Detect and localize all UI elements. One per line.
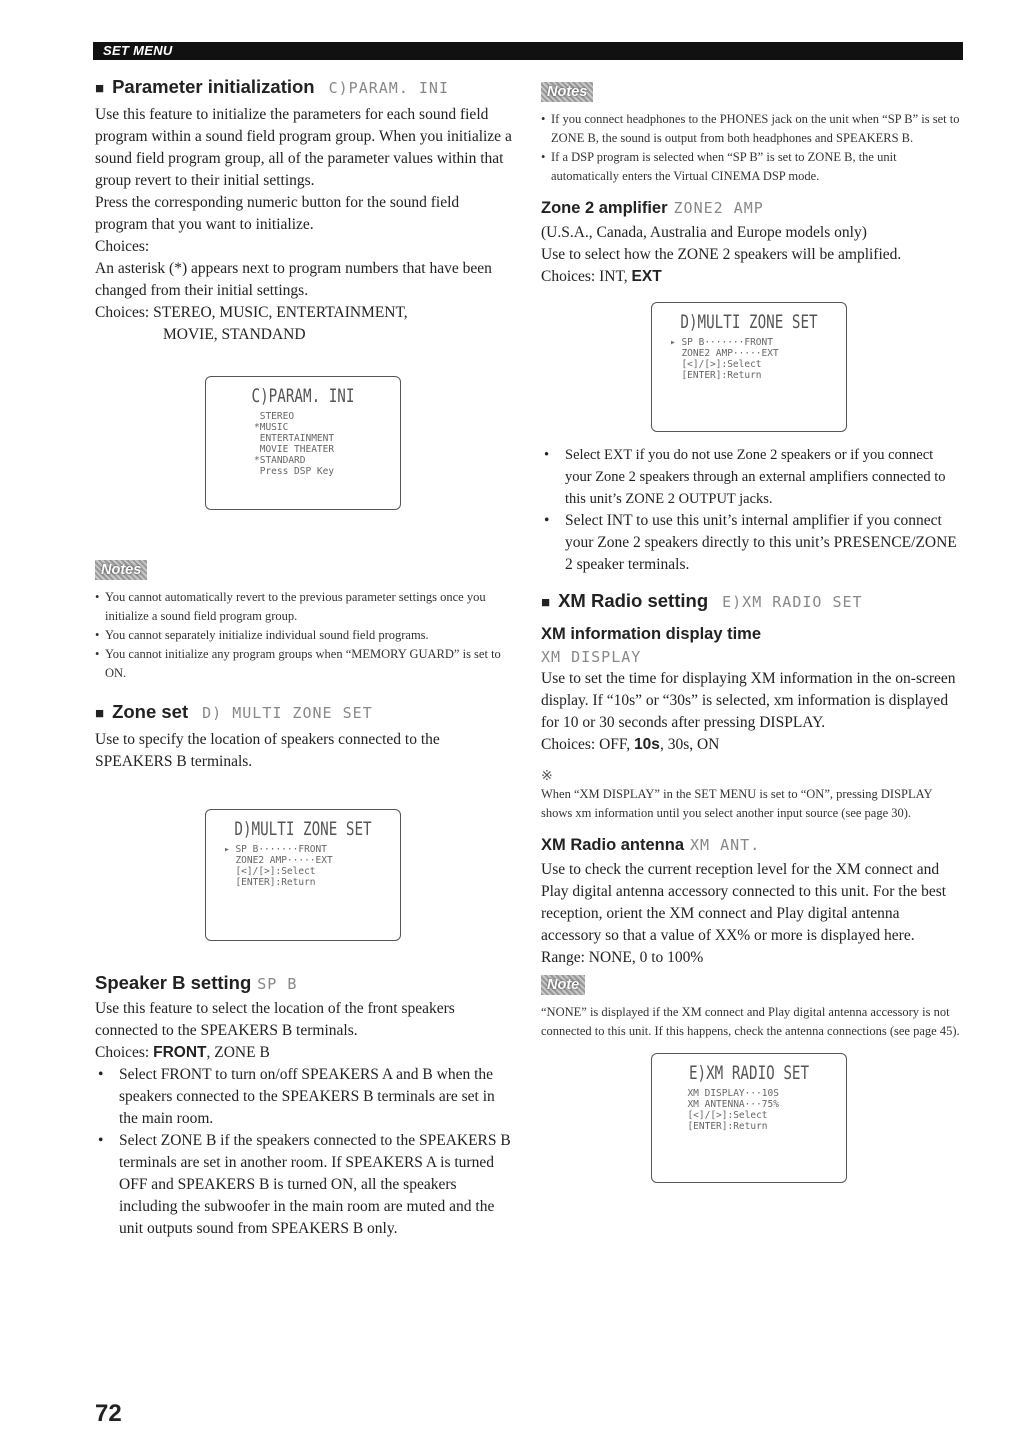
zone-set-osd-screen: [205, 809, 401, 941]
notes-badge: Notes: [541, 82, 593, 102]
osd-line: MOVIE THEATER: [254, 444, 335, 455]
page-number: 72: [95, 1400, 122, 1427]
bullet-item: • Select INT to use this unit’s internal amplifier if you connect your Zone 2 speakers directly to this unit’s PRESENCE/ZONE 2 speaker terminals.: [541, 510, 963, 576]
xm-radio-title: XM Radio setting: [558, 590, 709, 611]
left-column: [95, 74, 515, 1240]
osd-line: ZONE2 AMP·····EXT: [224, 855, 333, 866]
osd-line: ▸ SP B·······FRONT: [224, 844, 327, 855]
osd-title: C)PARAM. INI: [251, 385, 355, 407]
speaker-b-title: Speaker B setting: [95, 972, 252, 993]
xm-antenna-note: “NONE” is displayed if the XM connect and Play digital antenna accessory is not connected to this unit. If this happens, check the antenna connections (see page 45).: [541, 1005, 960, 1038]
notes-badge: Notes: [95, 560, 147, 580]
param-init-para-4: An asterisk (*) appears next to program numbers that have been changed from their initial settings.: [95, 260, 492, 299]
xm-display-lcd: XM DISPLAY: [541, 648, 642, 666]
zone-set-heading: [95, 699, 515, 727]
xm-display-tip: When “XM DISPLAY” in the SET MENU is set to “ON”, pressing DISPLAY shows xm information until you select another input source (see page 30).: [541, 787, 933, 820]
speaker-b-lcd: SP B: [257, 975, 298, 993]
choices-default: FRONT: [153, 1044, 207, 1061]
zone2-amp-lcd: ZONE2 AMP: [673, 199, 764, 217]
right-column: [541, 82, 963, 1183]
choices-prefix: Choices: INT,: [541, 268, 628, 285]
zone-set-para: Use to specify the location of speakers connected to the SPEAKERS B terminals.: [95, 731, 440, 770]
zone2-bullets: [541, 444, 963, 576]
osd-line: [ENTER]:Return: [224, 877, 316, 888]
speaker-b-bullets: [95, 1064, 515, 1240]
osd-title: D)MULTI ZONE SET: [234, 818, 372, 840]
bullet-item: • Select ZONE B if the speakers connected to the SPEAKERS B terminals are set in another room. If SPEAKERS A is turned OFF and SPEAKERS B is turned ON, all the speakers including the subwoofer in the main room are muted and the unit outputs sound from SPEAKERS B only.: [95, 1130, 515, 1240]
speaker-b-choices: [95, 1042, 515, 1064]
osd-line: XM DISPLAY···10S: [676, 1088, 779, 1099]
choices-prefix: Choices:: [95, 1044, 150, 1061]
zone2-amp-para-2: Use to select how the ZONE 2 speakers will be amplified.: [541, 246, 902, 263]
section-header-label: SET MENU: [103, 43, 173, 58]
osd-line: *STANDARD: [254, 455, 306, 466]
choices-prefix: Choices: OFF,: [541, 736, 631, 753]
zone2-amp-para-1: (U.S.A., Canada, Australia and Europe models only): [541, 224, 867, 241]
xm-antenna-para: Use to check the current reception level for the XM connect and Play digital antenna accessory connected to this unit. For the best reception, orient the XM connect and Play digital antenna accessory so that a value of XX% or more is displayed here.: [541, 861, 947, 944]
choices-default: 10s: [634, 736, 660, 753]
param-init-choices-2: MOVIE, STANDAND: [163, 326, 306, 343]
zone-set-lcd: D) MULTI ZONE SET: [202, 704, 373, 722]
note-item: • If you connect headphones to the PHONES jack on the unit when “SP B” is set to ZONE B, the sound is output from both headphones and SPEAKERS B.: [541, 110, 963, 148]
osd-line: Press DSP Key: [254, 466, 335, 477]
osd-line: [<]/[>]:Select: [670, 359, 762, 370]
osd-line: STEREO: [254, 411, 295, 422]
section-header-bar: [93, 42, 963, 60]
param-init-title: Parameter initialization: [112, 76, 315, 97]
xm-display-heading: [541, 622, 963, 646]
xm-antenna-range: Range: NONE, 0 to 100%: [541, 949, 704, 966]
right-notes-list: [541, 110, 963, 186]
note-item: • You cannot automatically revert to the previous parameter settings once you initialize a sound field program group.: [95, 588, 515, 626]
xm-display-para: Use to set the time for displaying XM information in the on-screen display. If “10s” or “30s” is selected, xm information is displayed for 10 or 30 seconds after pressing DISPLAY.: [541, 670, 956, 731]
zone2-osd-screen: [651, 302, 847, 432]
osd-line: XM ANTENNA···75%: [676, 1099, 779, 1110]
param-init-para-3: Choices:: [95, 238, 150, 255]
xm-radio-heading: [541, 588, 963, 616]
param-init-choices-1: Choices: STEREO, MUSIC, ENTERTAINMENT,: [95, 304, 408, 321]
osd-line: [<]/[>]:Select: [224, 866, 316, 877]
zone2-amp-choices: [541, 266, 963, 288]
xm-antenna-lcd: XM ANT.: [690, 836, 761, 854]
xm-antenna-title: XM Radio antenna: [541, 836, 685, 854]
zone2-amp-title: Zone 2 amplifier: [541, 199, 668, 217]
xm-display-title: XM information display time: [541, 625, 762, 643]
left-notes-list: [95, 588, 515, 683]
osd-title: D)MULTI ZONE SET: [680, 311, 818, 333]
tip-icon: ※: [541, 769, 553, 784]
param-init-para-1: Use this feature to initialize the parameters for each sound field program within a sound field program group. When you initialize a sound field program group, all of the parameter values within that group revert to their initial settings.: [95, 106, 512, 189]
choices-rest: , ZONE B: [206, 1044, 270, 1061]
xm-antenna-heading: [541, 833, 963, 857]
note-item: • If a DSP program is selected when “SP B” is set to ZONE B, the unit automatically enters the Virtual CINEMA DSP mode.: [541, 148, 963, 186]
param-init-osd-screen: [205, 376, 401, 510]
xm-display-choices: [541, 734, 963, 756]
speaker-b-heading: [95, 971, 515, 996]
zone-set-title: Zone set: [112, 701, 189, 722]
osd-line: ENTERTAINMENT: [254, 433, 335, 444]
note-item: • You cannot initialize any program groups when “MEMORY GUARD” is set to ON.: [95, 645, 515, 683]
choices-rest: , 30s, ON: [659, 736, 720, 753]
bullet-item: • Select EXT if you do not use Zone 2 speakers or if you connect your Zone 2 speakers through an external amplifiers connected to this unit’s ZONE 2 OUTPUT jacks.: [541, 444, 963, 510]
square-bullet-icon: ■: [541, 594, 551, 611]
choices-default: EXT: [631, 268, 662, 285]
param-init-lcd: C)PARAM. INI: [328, 79, 449, 97]
xm-radio-lcd: E)XM RADIO SET: [722, 593, 863, 611]
xm-radio-osd-screen: [651, 1053, 847, 1183]
osd-title: E)XM RADIO SET: [688, 1062, 810, 1084]
osd-line: *MUSIC: [254, 422, 289, 433]
osd-line: ZONE2 AMP·····EXT: [670, 348, 779, 359]
note-badge: Note: [541, 975, 585, 995]
osd-line: [ENTER]:Return: [676, 1121, 768, 1132]
note-item: • You cannot separately initialize individual sound field programs.: [95, 626, 515, 645]
square-bullet-icon: ■: [95, 80, 105, 97]
param-init-heading: [95, 74, 515, 102]
osd-line: [<]/[>]:Select: [676, 1110, 768, 1121]
param-init-para-2: Press the corresponding numeric button for the sound field program that you want to initialize.: [95, 194, 460, 233]
osd-line: [ENTER]:Return: [670, 370, 762, 381]
zone2-amp-heading: [541, 196, 963, 220]
square-bullet-icon: ■: [95, 705, 105, 722]
bullet-item: • Select FRONT to turn on/off SPEAKERS A and B when the speakers connected to the SPEAKERS B terminals are set in the main room.: [95, 1064, 515, 1130]
osd-line: ▸ SP B·······FRONT: [670, 337, 773, 348]
speaker-b-para: Use this feature to select the location of the front speakers connected to the SPEAKERS B terminals.: [95, 1000, 455, 1039]
